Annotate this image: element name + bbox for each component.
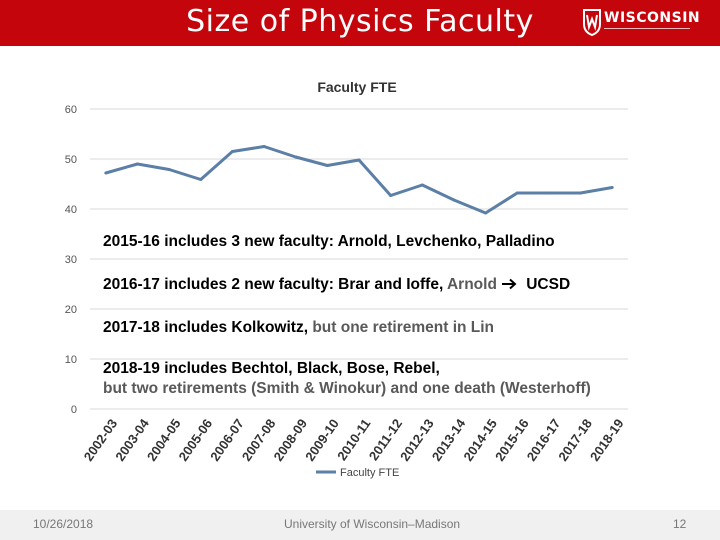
x-tick-label: 2006-07 [207, 416, 247, 464]
x-tick-label: 2017-18 [555, 416, 595, 464]
data-point [547, 192, 550, 195]
x-tick-label: 2014-15 [460, 416, 501, 464]
x-tick-label: 2007-08 [238, 416, 279, 464]
x-tick-label: 2010-11 [334, 416, 374, 464]
annotation-2016-17-moved: Arnold [446, 276, 497, 293]
footer-bar [0, 510, 720, 540]
x-tick-label: 2013-14 [428, 416, 469, 464]
chart-canvas [0, 60, 720, 490]
x-tick-label: 2003-04 [112, 416, 152, 464]
chart-title: Faculty FTE [317, 79, 397, 95]
series-line-0 [106, 147, 612, 214]
x-tick-label: 2011-12 [365, 416, 406, 464]
data-point [104, 172, 107, 175]
data-point [326, 164, 329, 167]
data-point [611, 186, 614, 189]
data-point [358, 159, 361, 162]
logo-underline [604, 28, 690, 32]
footer-organization: University of Wisconsin–Madison [284, 517, 461, 531]
annotation-2016-17-text: 2016-17 includes 2 new faculty: Brar and Ioffe, [103, 276, 447, 293]
annotation-2017-18 [103, 319, 494, 337]
annotation-2016-17-destination: UCSD [521, 276, 571, 293]
x-tick-label: 2005-06 [175, 416, 216, 464]
data-point [263, 145, 266, 148]
annotation-2018-19-line2: but two retirements (Smith & Winokur) and one death (Westerhoff) [103, 380, 591, 397]
logo-text: WISCONSIN [604, 10, 701, 26]
y-tick-label: 0 [70, 404, 77, 416]
annotation-2016-17 [103, 276, 570, 294]
x-tick-label: 2002-03 [80, 416, 121, 464]
data-point [452, 199, 455, 202]
legend-label: Faculty FTE [340, 467, 400, 479]
arrow-right-icon [501, 278, 521, 290]
footer-page-number: 12 [673, 517, 687, 531]
annotation-2017-18-retirement: but one retirement in Lin [312, 319, 495, 336]
data-point [389, 194, 392, 197]
x-tick-label: 2004-05 [143, 416, 184, 464]
legend [316, 467, 399, 479]
x-tick-label: 2008-09 [270, 416, 311, 464]
x-tick-label: 2012-13 [397, 416, 437, 464]
wisconsin-logo [582, 8, 701, 38]
footer-date: 10/26/2018 [33, 517, 94, 531]
data-point [168, 168, 171, 171]
data-point [199, 178, 202, 181]
annotation-2015-16: 2015-16 includes 3 new faculty: Arnold, Levchenko, Palladino [103, 233, 555, 250]
y-tick-label: 30 [64, 254, 77, 266]
annotation-2017-18-text: 2017-18 includes Kolkowitz, [103, 319, 313, 336]
faculty-fte-chart [0, 60, 720, 490]
x-tick-label: 2018-19 [586, 416, 627, 464]
y-tick-label: 60 [64, 104, 77, 116]
data-point [579, 192, 582, 195]
x-tick-label: 2009-10 [302, 416, 342, 464]
x-tick-label: 2016-17 [523, 416, 564, 464]
x-axis-ticks [81, 415, 627, 463]
data-point [231, 150, 234, 153]
data-point [294, 156, 297, 159]
series-line-layer [104, 145, 613, 215]
y-axis-ticks [65, 104, 77, 416]
crest-icon [582, 8, 602, 36]
annotation-2018-19-line1: 2018-19 includes Bechtol, Black, Bose, Rebel, [103, 360, 440, 377]
y-tick-label: 20 [64, 304, 77, 316]
data-point [484, 212, 487, 215]
data-point [516, 192, 519, 195]
y-tick-label: 10 [64, 354, 77, 366]
x-tick-label: 2015-16 [492, 416, 532, 464]
data-point [421, 184, 424, 187]
y-tick-label: 50 [64, 154, 77, 166]
slide-title: Size of Physics Faculty [186, 4, 534, 39]
y-tick-label: 40 [64, 204, 77, 216]
data-point [136, 163, 139, 166]
